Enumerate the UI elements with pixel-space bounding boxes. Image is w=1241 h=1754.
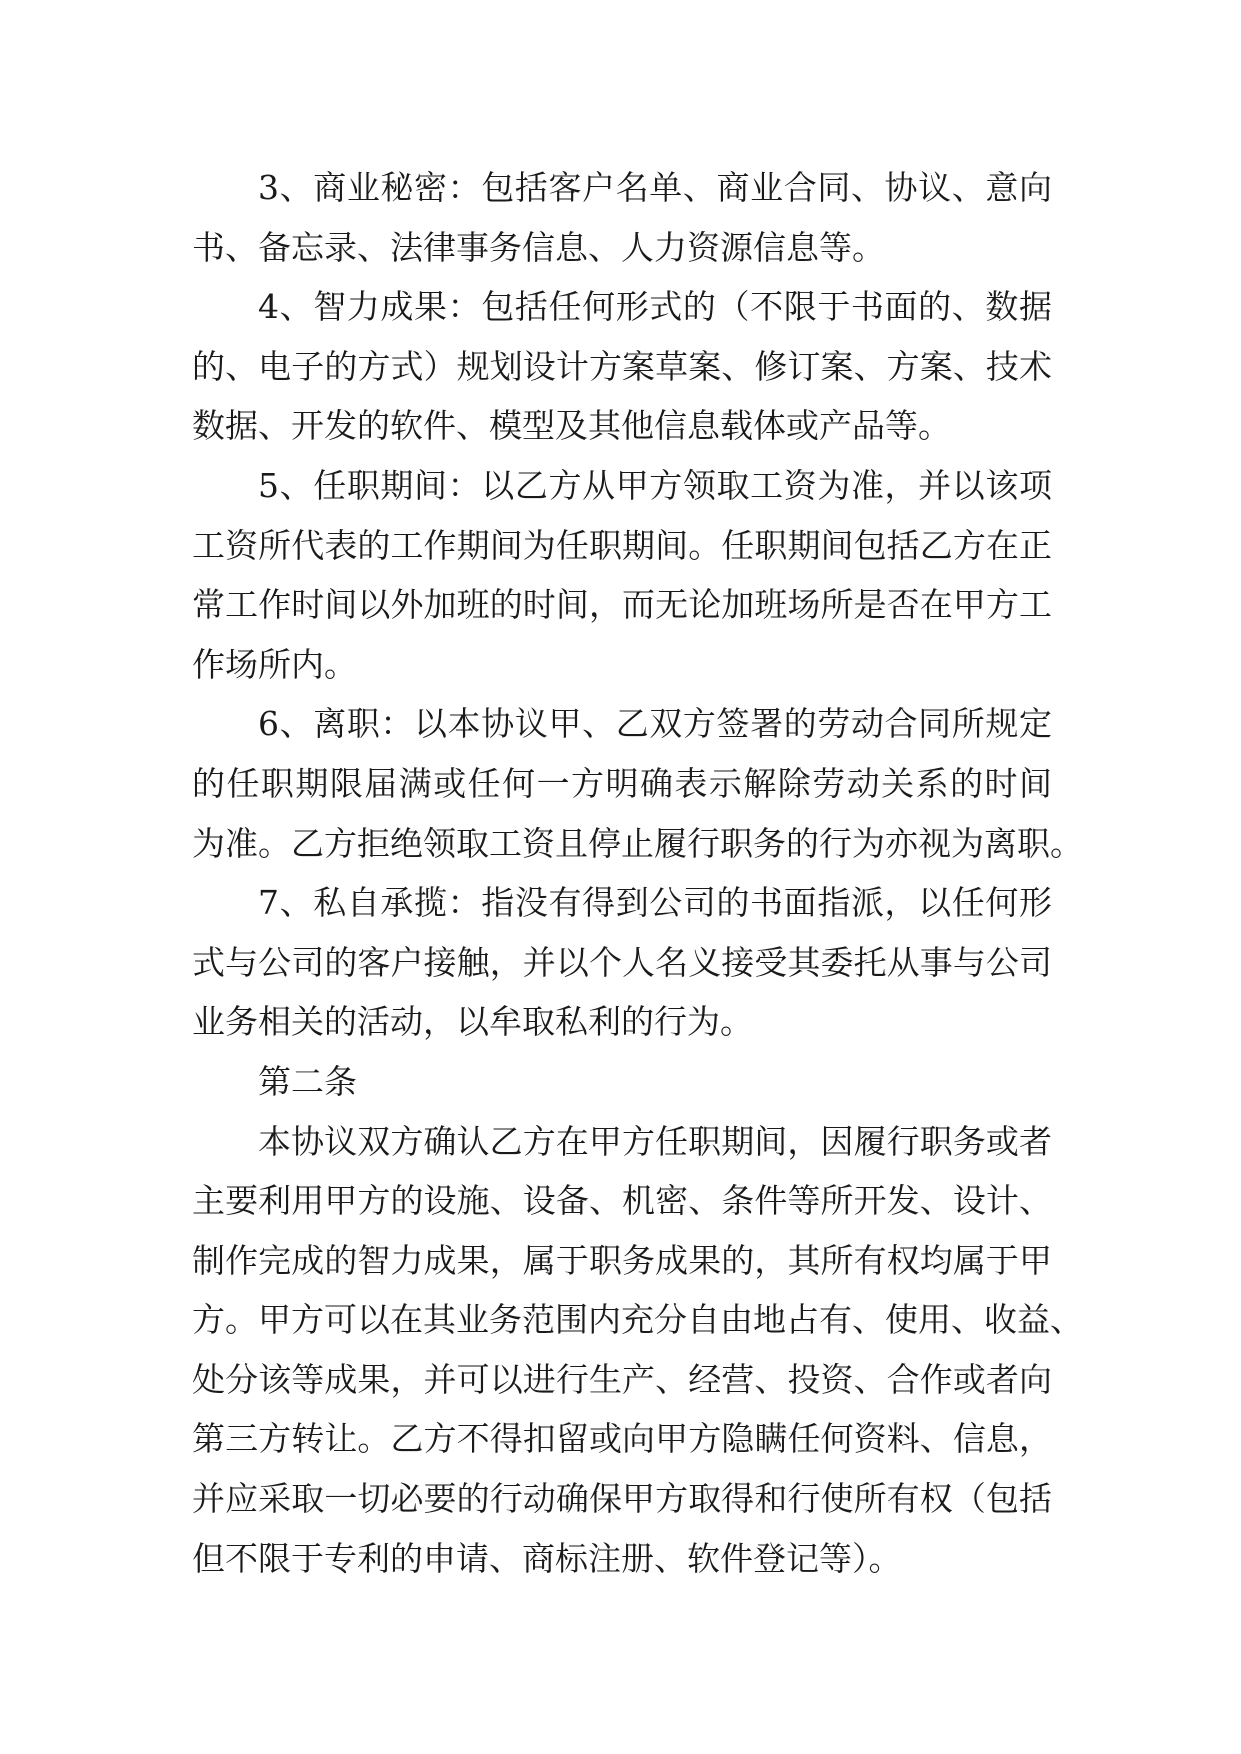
- text-line: 工资所代表的工作期间为任职期间。任职期间包括乙方在正: [192, 525, 1052, 565]
- text-line: 业务相关的活动，以牟取私利的行为。: [192, 1002, 753, 1042]
- text-line: 第三方转让。乙方不得扣留或向甲方隐瞒任何资料、信息，: [192, 1419, 1052, 1459]
- text-line: 为准。乙方拒绝领取工资且停止履行职务的行为亦视为离职。: [192, 823, 1083, 863]
- section-heading: 第二条: [258, 1061, 357, 1101]
- text-line: 处分该等成果，并可以进行生产、经营、投资、合作或者向: [192, 1359, 1052, 1399]
- text-line: 但不限于专利的申请、商标注册、软件登记等）。: [192, 1538, 902, 1578]
- text-line: 方。甲方可以在其业务范围内充分自由地占有、使用、收益、: [192, 1300, 1083, 1340]
- text-line: 制作完成的智力成果，属于职务成果的，其所有权均属于甲: [192, 1240, 1052, 1280]
- text-line: 的、电子的方式）规划设计方案草案、修订案、方案、技术: [192, 346, 1052, 386]
- text-line: 作场所内。: [192, 644, 357, 684]
- document-body: [192, 158, 1083, 1588]
- text-line: 数据、开发的软件、模型及其他信息载体或产品等。: [192, 406, 951, 446]
- text-line: 式与公司的客户接触，并以个人名义接受其委托从事与公司: [192, 942, 1052, 982]
- text-line: 6、离职：以本协议甲、乙双方签署的劳动合同所规定: [258, 704, 1052, 744]
- text-line: 本协议双方确认乙方在甲方任职期间，因履行职务或者: [258, 1121, 1052, 1161]
- text-line: 3、商业秘密：包括客户名单、商业合同、协议、意向: [258, 168, 1052, 207]
- text-line: 并应采取一切必要的行动确保甲方取得和行使所有权（包括: [192, 1479, 1052, 1519]
- text-line: 7、私自承揽：指没有得到公司的书面指派，以任何形: [258, 883, 1052, 923]
- text-line: 书、备忘录、法律事务信息、人力资源信息等。: [192, 227, 885, 267]
- text-line: 5、任职期间：以乙方从甲方领取工资为准，并以该项: [258, 465, 1052, 505]
- text-line: 主要利用甲方的设施、设备、机密、条件等所开发、设计、: [192, 1181, 1052, 1221]
- text-line: 的任职期限届满或任何一方明确表示解除劳动关系的时间: [192, 763, 1052, 803]
- text-line: 常工作时间以外加班的时间，而无论加班场所是否在甲方工: [192, 585, 1052, 625]
- text-line: 4、智力成果：包括任何形式的（不限于书面的、数据: [258, 287, 1052, 327]
